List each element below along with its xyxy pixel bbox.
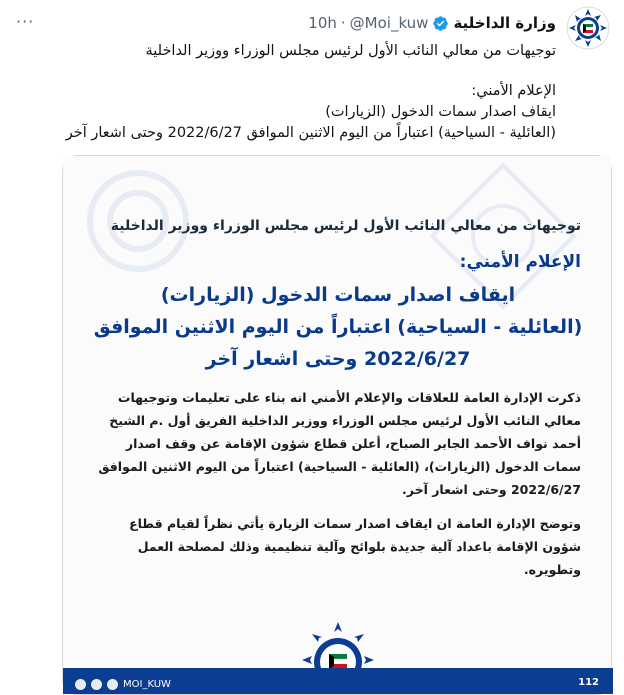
- tweet-text-line: الإعلام الأمني:: [471, 83, 556, 99]
- separator-dot: ·: [340, 14, 346, 32]
- footer-emergency-number: 112: [578, 677, 599, 688]
- card-body-line: سمات الدخول (الزيارات)، (العائلية - السياحية) اعتباراً من اليوم الاثنين الموافق: [98, 459, 581, 474]
- avatar[interactable]: [566, 6, 610, 50]
- card-body-line: ذكرت الإدارة العامة للعلاقات والإعلام الأمني انه بناء على تعليمات وتوجيهات: [117, 390, 581, 405]
- card-body-line: 2022/6/27 وحتى اشعار آخر.: [402, 482, 581, 497]
- tweet-text-line: توجيهات من معالي النائب الأول لرئيس مجلس الوزراء ووزير الداخلية: [145, 43, 556, 59]
- watermark-pattern-icon: [443, 176, 563, 296]
- attached-image[interactable]: [62, 155, 612, 695]
- footer-handle: MOI_KUW: [123, 679, 171, 690]
- card-headline-line: ايقاف اصدار سمات الدخول (الزيارات): [160, 284, 516, 306]
- author-handle[interactable]: @Moi_kuw: [349, 14, 429, 32]
- more-options-button[interactable]: ···: [16, 12, 35, 31]
- youtube-icon: [107, 679, 118, 690]
- author-name[interactable]: وزارة الداخلية: [453, 14, 556, 32]
- tweet-time[interactable]: 10h: [308, 14, 337, 32]
- card-body-line: وتطويره.: [523, 562, 581, 577]
- card-footer-social: [75, 679, 171, 690]
- card-body-line: وتوضح الإدارة العامة ان ايقاف اصدار سمات الزيارة يأتي نظراً لقيام قطاع: [129, 516, 581, 531]
- tweet-text-line: ايقاف اصدار سمات الدخول (الزيارات): [325, 104, 556, 120]
- card-body-line: معالي النائب الأول لرئيس مجلس الوزراء ووزير الداخلية الفريق أول .م الشيخ: [109, 413, 581, 428]
- card-headline-line: 2022/6/27 وحتى اشعار آخر: [205, 348, 471, 370]
- verified-badge-icon: [432, 15, 449, 32]
- moi-logo-icon: [566, 6, 610, 50]
- card-media-label: الإعلام الأمني:: [459, 252, 581, 272]
- card-directive: توجيهات من معالي النائب الأول لرئيس مجلس الوزراء ووزير الداخلية: [110, 218, 581, 234]
- card-headline-line: (العائلية - السياحية) اعتباراً من اليوم الاثنين الموافق: [93, 316, 583, 338]
- tweet-text-line: (العائلية - السياحية) اعتباراً من اليوم الاثنين الموافق 2022/6/27 وحتى اشعار آخر: [65, 125, 556, 141]
- tweet-header: [308, 14, 556, 32]
- twitter-icon: [91, 679, 102, 690]
- card-body-line: أحمد نواف الأحمد الجابر الصباح، أعلن قطاع شؤون الإقامة عن وقف اصدار: [125, 436, 581, 451]
- card-body-line: شؤون الإقامة باعداد آلية جديدة بلوائح وآلية تنظيمية وذلك لمصلحة العمل: [137, 539, 581, 554]
- instagram-icon: [75, 679, 86, 690]
